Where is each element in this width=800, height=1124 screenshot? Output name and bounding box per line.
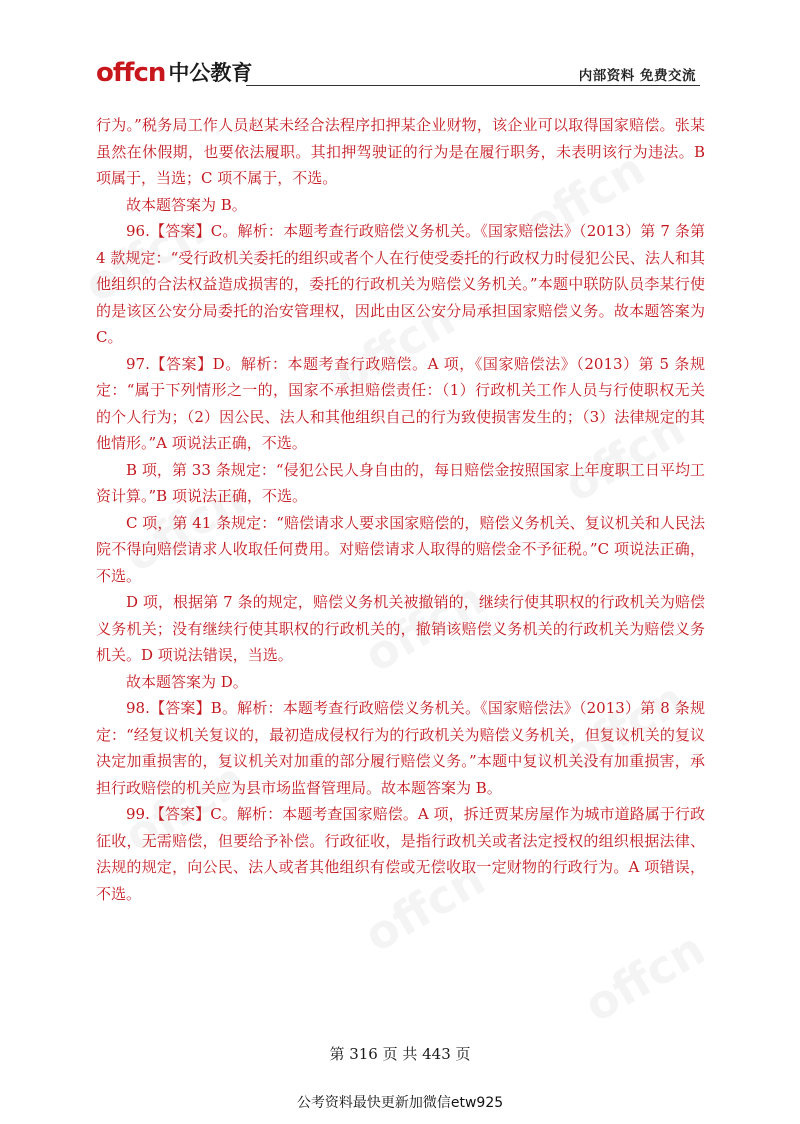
document-body: [96, 112, 705, 907]
paragraph: 故本题答案为 D。: [126, 672, 248, 691]
paragraph: 97.【答案】D。解析：本题考查行政赔偿。A 项，《国家赔偿法》（2013）第 5 条规定：“属于下列情形之一的，国家不承担赔偿责任：（1）行政机关工作人员与行使职权无关的个人行为；（2）因公民、法人和其他组织自己的行为致使损害发生的；（3）法律规定的其他情形。”A 项说法正确，不选。: [96, 354, 705, 452]
offcn-logo: [96, 58, 252, 86]
paragraph: D 项，根据第 7 条的规定，赔偿义务机关被撤销的，继续行使其职权的行政机关为赔偿义务机关；没有继续行使其职权的行政机关的，撤销该赔偿义务机关的行政机关为赔偿义务机关。D 项说法错误，当选。: [96, 593, 705, 664]
paragraph: 96.【答案】C。解析：本题考查行政赔偿义务机关。《国家赔偿法》（2013）第 7 条第 4 款规定：“受行政机关委托的组织或者个人在行使受委托的行政权力时侵犯公民、法人和其他组织的合法权益造成损害的，委托的行政机关为赔偿义务机关。”本题中联防队员李某行使的是该区公安分局委托的治安管理权，因此由区公安分局承担国家赔偿义务。故本题答案为 C。: [96, 222, 705, 346]
paragraph: 故本题答案为 B。: [126, 195, 247, 214]
header-rule: [246, 85, 700, 86]
footer-note: 公考资料最快更新加微信etw925: [296, 1095, 504, 1111]
header-right-text: 内部资料 免费交流: [578, 68, 696, 84]
logo-latin-text: offcn: [96, 58, 166, 88]
page-number: 第 316 页 共 443 页: [329, 1045, 471, 1063]
paragraph: 行为。”税务局工作人员赵某未经合法程序扣押某企业财物，该企业可以取得国家赔偿。张某虽然在休假期，也要依法履职。其扣押驾驶证的行为是在履行职务，未表明该行为违法。B 项属于，当选；C 项不属于，不选。: [96, 116, 705, 187]
paragraph: 99.【答案】C。解析：本题考查国家赔偿。A 项，拆迁贾某房屋作为城市道路属于行政征收，无需赔偿，但要给予补偿。行政征收，是指行政机关或者法定授权的组织根据法律、法规的规定，向公民、法人或者其他组织有偿或无偿收取一定财物的行政行为。A 项错误，不选。: [96, 805, 705, 903]
paragraph: B 项，第 33 条规定：“侵犯公民人身自由的，每日赔偿金按照国家上年度职工日平均工资计算。”B 项说法正确，不选。: [96, 460, 705, 505]
logo-chinese-text: 中公教育: [168, 61, 253, 85]
paragraph: 98.【答案】B。解析：本题考查行政赔偿义务机关。《国家赔偿法》（2013）第 8 条规定：“经复议机关复议的，最初造成侵权行为的行政机关为赔偿义务机关，但复议机关的复议决定加重损害的，复议机关对加重的部分履行赔偿义务。”本题中复议机关没有加重损害，承担行政赔偿的机关应为县市场监督管理局。故本题答案为 B。: [96, 699, 705, 797]
paragraph: C 项，第 41 条规定：“赔偿请求人要求国家赔偿的，赔偿义务机关、复议机关和人民法院不得向赔偿请求人收取任何费用。对赔偿请求人取得的赔偿金不予征税。”C 项说法正确，不选。: [96, 513, 705, 585]
page-header: [96, 58, 700, 88]
